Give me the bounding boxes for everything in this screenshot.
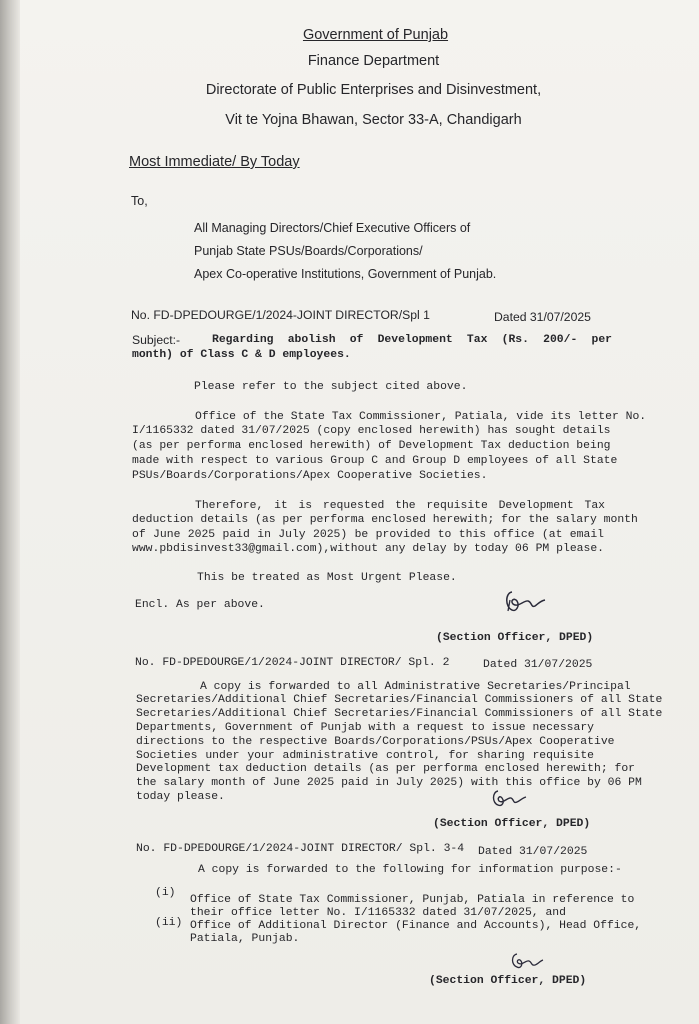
list-item-1-line-2: their office letter No. I/1165332 dated 31/07/2025, and <box>190 907 566 919</box>
header-address: Vit te Yojna Bhawan, Sector 33-A, Chandigarh <box>225 112 522 128</box>
memo2-line-3: Secretaries/Additional Chief Secretaries/Financial Commissioners of all State <box>136 708 663 720</box>
para-refer: Please refer to the subject cited above. <box>194 381 468 393</box>
memo-number-2: No. FD-DPEDOURGE/1/2024-JOINT DIRECTOR/ Spl. 2 <box>135 657 450 669</box>
memo2-line-6: Societies under your administrative control, for sharing requisite <box>136 750 594 762</box>
subject-label: Subject:- <box>132 333 181 347</box>
signature-2 <box>488 787 528 809</box>
page-shadow-edge <box>0 0 20 1024</box>
memo2-line-4: Departments, Government of Punjab with a request to issue necessary <box>136 722 594 734</box>
signature-3 <box>508 951 544 971</box>
para2-line-4: www.pbdisinvest33@gmail.com),without any delay by today 06 PM please. <box>132 543 604 555</box>
para1-line-4: made with respect to various Group C and Group D employees of all State <box>132 455 618 467</box>
para1-line-3: (as per performa enclosed herewith) of Development Tax deduction being <box>132 440 611 452</box>
memo-number-3: No. FD-DPEDOURGE/1/2024-JOINT DIRECTOR/ Spl. 3-4 <box>136 843 465 855</box>
memo2-line-9: today please. <box>136 791 225 803</box>
memo-date-1: Dated 31/07/2025 <box>494 310 591 324</box>
header-directorate: Directorate of Public Enterprises and Disinvestment, <box>205 82 542 98</box>
memo2-line-5: directions to the respective Boards/Corporations/PSUs/Apex Cooperative <box>136 736 615 748</box>
recipient-line-2: Punjab State PSUs/Boards/Corporations/ <box>194 244 423 258</box>
recipient-line-3: Apex Co-operative Institutions, Government of Punjab. <box>194 267 497 281</box>
priority-heading: Most Immediate/ By Today <box>129 154 300 170</box>
salutation-to: To, <box>131 194 148 208</box>
signatory-3: (Section Officer, DPED) <box>429 975 587 987</box>
signatory-2: (Section Officer, DPED) <box>433 818 591 830</box>
list-item-2-line-1: Office of Additional Director (Finance and Accounts), Head Office, <box>190 920 642 932</box>
header-government: Government of Punjab <box>302 27 449 43</box>
memo2-line-2: Secretaries/Additional Chief Secretaries/Financial Commissioners of all State <box>136 694 663 706</box>
list-item-2-line-2: Patiala, Punjab. <box>190 933 300 945</box>
para1-line-5: PSUs/Boards/Corporations/Apex Cooperative Societies. <box>132 470 488 482</box>
memo2-line-1: A copy is forwarded to all Administrative Secretaries/Principal <box>200 681 631 693</box>
signature-1 <box>500 588 548 614</box>
memo-number-1: No. FD-DPEDOURGE/1/2024-JOINT DIRECTOR/Spl 1 <box>131 308 430 322</box>
memo3-intro: A copy is forwarded to the following for information purpose:- <box>198 864 622 876</box>
recipient-line-1: All Managing Directors/Chief Executive Officers of <box>194 221 471 235</box>
subject-line-2: month) of Class C & D employees. <box>132 349 351 361</box>
memo-date-2: Dated 31/07/2025 <box>483 659 593 671</box>
para1-line-1: Office of the State Tax Commissioner, Patiala, vide its letter No. <box>195 411 647 423</box>
list-marker-2: (ii) <box>155 917 183 929</box>
urgent-note: This be treated as Most Urgent Please. <box>197 572 457 584</box>
memo2-line-8: the salary month of June 2025 paid in July 2025) with this office by 06 PM <box>136 777 642 789</box>
para2-line-2: deduction details (as per performa enclosed herewith; for the salary month <box>132 514 638 526</box>
para2-line-3: of June 2025 paid in July 2025) be provided to this office (at email <box>132 529 604 541</box>
memo2-line-7: Development tax deduction details (as per performa enclosed herewith; for <box>136 763 635 775</box>
enclosure-note: Encl. As per above. <box>135 599 265 611</box>
list-marker-1: (i) <box>155 887 176 899</box>
signatory-1: (Section Officer, DPED) <box>436 632 594 644</box>
para2-line-1: Therefore, it is requested the requisite Development Tax <box>195 500 605 512</box>
subject-line-1: Regarding abolish of Development Tax (Rs. 200/- per <box>212 334 612 346</box>
memo-date-3: Dated 31/07/2025 <box>478 846 588 858</box>
list-item-1-line-1: Office of State Tax Commissioner, Punjab, Patiala in reference to <box>190 894 635 906</box>
header-department: Finance Department <box>307 53 440 69</box>
para1-line-2: I/1165332 dated 31/07/2025 (copy enclosed herewith) has sought details <box>132 425 611 437</box>
